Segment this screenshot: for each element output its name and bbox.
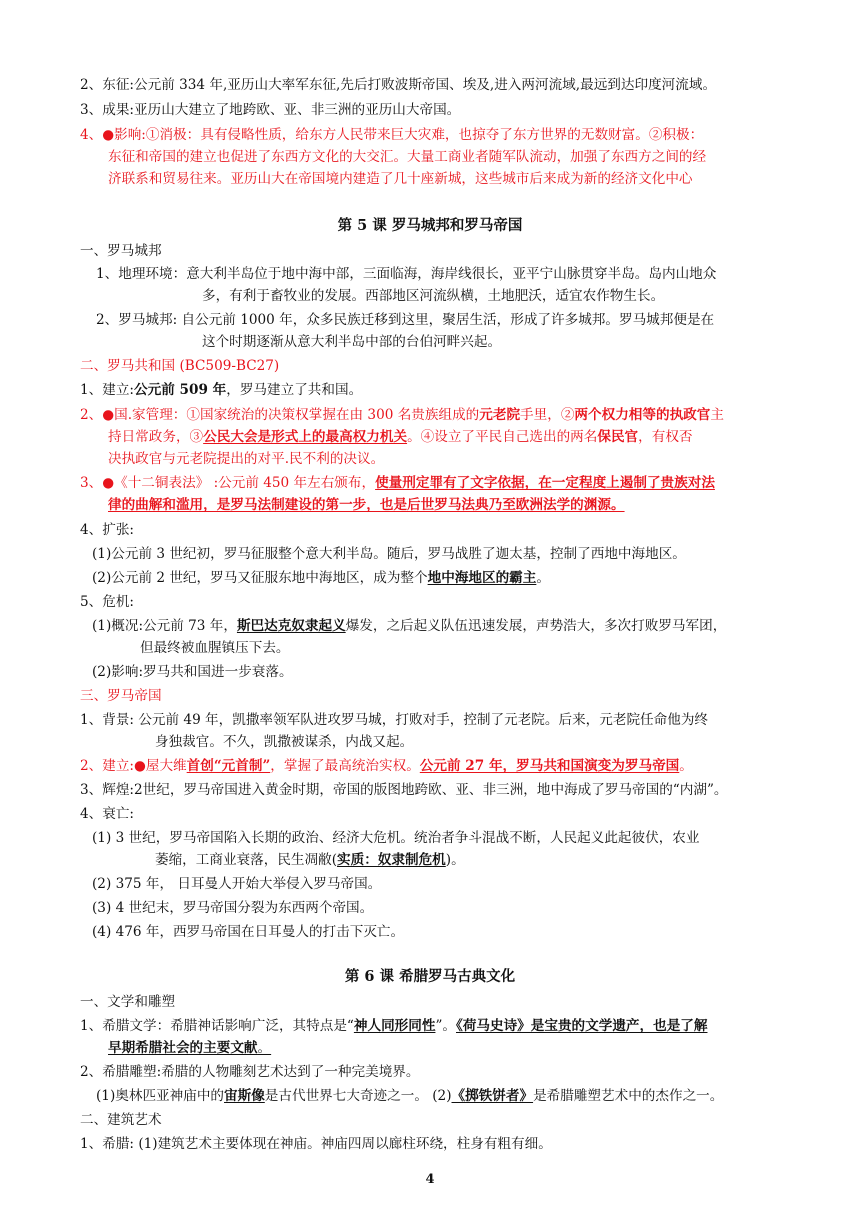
text-line: 济联系和贸易往来。亚历山大在帝国境内建造了几十座新城，这些城市后来成为新的经济文化中心: [108, 171, 693, 187]
text-line: (2)影响:罗马共和国进一步衰落。: [92, 664, 293, 680]
text-line: 1、希腊: (1)建筑艺术主要体现在神庙。神庙四周以廊柱环绕，柱身有粗有细。: [80, 1136, 552, 1152]
text-line: 2、东征:公元前 334 年,亚历山大率军东征,先后打败波斯帝国、埃及,进入两河流域,最远到达印度河流域。: [80, 77, 717, 93]
page-number: 4: [425, 1172, 435, 1187]
text-line: 3、成果:亚历山大建立了地跨欧、亚、非三洲的亚历山大帝国。: [80, 102, 461, 118]
text-line: 2、建立:●屋大维首创“元首制”，掌握了最高统治实权。公元前 27 年，罗马共和国演变为罗马帝国。: [80, 758, 693, 774]
text-line: 1、地理环境：意大利半岛位于地中海中部，三面临海，海岸线很长，亚平宁山脉贯穿半岛。岛内山地众: [96, 266, 717, 282]
text-line: 3、●《十二铜表法》 :公元前 450 年左右颁布，使量刑定罪有了文字依据，在一定程度上遏制了贵族对法: [80, 475, 715, 491]
text-line: 律的曲解和滥用，是罗马法制建设的第一步，也是后世罗马法典乃至欧洲法学的渊源。: [108, 497, 625, 513]
text-line: 3、辉煌:2世纪，罗马帝国进入黄金时期，帝国的版图地跨欧、亚、非三洲，地中海成了罗马帝国的“内湖”。: [80, 782, 728, 798]
text-line: 持日常政务，③公民大会是形式上的最高权力机关。④设立了平民自己选出的两名保民官，有权否: [108, 429, 693, 445]
text-line: (1)奥林匹亚神庙中的宙斯像是古代世界七大奇迹之一。 (2)《掷铁饼者》是希腊雕塑艺术中的杰作之一。: [96, 1088, 724, 1104]
text-line: 1、背景: 公元前 49 年，凯撒率领军队进攻罗马城，打败对手，控制了元老院。后来，元老院任命他为终: [80, 712, 709, 728]
text-line: 萎缩，工商业衰落，民生凋敝(实质：奴隶制危机)。: [155, 852, 465, 868]
text-line: 多，有利于畜牧业的发展。西部地区河流纵横，土地肥沃，适宜农作物生长。: [202, 288, 665, 304]
text-line: 2、罗马城邦: 自公元前 1000 年，众多民族迁移到这里，聚居生活，形成了许多城邦。罗马城邦便是在: [96, 312, 715, 328]
text-line: 4、●影响:①消极：具有侵略性质，给东方人民带来巨大灾难，也掠夺了东方世界的无数财富。②积极：: [80, 127, 704, 143]
text-line: (4) 476 年，西罗马帝国在日耳曼人的打击下灭亡。: [92, 924, 405, 940]
text-line: 4、衰亡:: [80, 806, 135, 822]
text-line: 这个时期逐渐从意大利半岛中部的台伯河畔兴起。: [202, 334, 502, 350]
section-heading: 一、文学和雕塑: [80, 994, 176, 1010]
text-line: 2、●国.家管理：①国家统治的决策权掌握在由 300 名贵族组成的元老院手里，②两个权力相等的执政官主: [80, 407, 724, 423]
text-line: 但最终被血腥镇压下去。: [140, 640, 290, 656]
text-line: 5、危机:: [80, 594, 135, 610]
section-heading: 二、建筑艺术: [80, 1112, 162, 1128]
text-line: (2)公元前 2 世纪，罗马又征服东地中海地区，成为整个地中海地区的霸主。: [92, 570, 550, 586]
text-line: 身独裁官。不久，凯撒被谋杀，内战又起。: [155, 734, 414, 750]
text-line: 4、扩张:: [80, 522, 135, 538]
text-line: 东征和帝国的建立也促进了东西方文化的大交汇。大量工商业者随军队流动，加强了东西方之间的经: [108, 149, 707, 165]
text-line: 1、希腊文学：希腊神话影响广泛，其特点是“神人同形同性”。《荷马史诗》是宝贵的文学遗产，也是了解: [80, 1018, 708, 1034]
text-line: (1) 3 世纪，罗马帝国陷入长期的政治、经济大危机。统治者争斗混战不断，人民起义此起彼伏，农业: [92, 830, 700, 846]
text-line: 2、希腊雕塑:希腊的人物雕刻艺术达到了一种完美境界。: [80, 1064, 420, 1080]
lesson-title: 第 5 课 罗马城邦和罗马帝国: [337, 217, 523, 234]
lesson-title: 第 6 课 希腊罗马古典文化: [344, 968, 516, 985]
text-line: (1)概况:公元前 73 年，斯巴达克奴隶起义爆发，之后起义队伍迅速发展，声势浩大，多次打败罗马军团，: [92, 618, 727, 634]
text-line: 1、建立:公元前 509 年，罗马建立了共和国。: [80, 382, 363, 398]
text-line: (1)公元前 3 世纪初，罗马征服整个意大利半岛。随后，罗马战胜了迦太基，控制了西地中海地区。: [92, 546, 686, 562]
text-line: (3) 4 世纪末，罗马帝国分裂为东西两个帝国。: [92, 900, 374, 916]
section-heading: 二、罗马共和国 (BC509-BC27): [80, 358, 280, 374]
text-line: 早期希腊社会的主要文献。: [108, 1040, 272, 1056]
text-line: 决执政官与元老院提出的对平.民不利的决议。: [108, 451, 385, 467]
section-heading: 一、罗马城邦: [80, 243, 162, 259]
text-line: (2) 375 年， 日耳曼人开始大举侵入罗马帝国。: [92, 876, 382, 892]
section-heading: 三、罗马帝国: [80, 688, 162, 704]
